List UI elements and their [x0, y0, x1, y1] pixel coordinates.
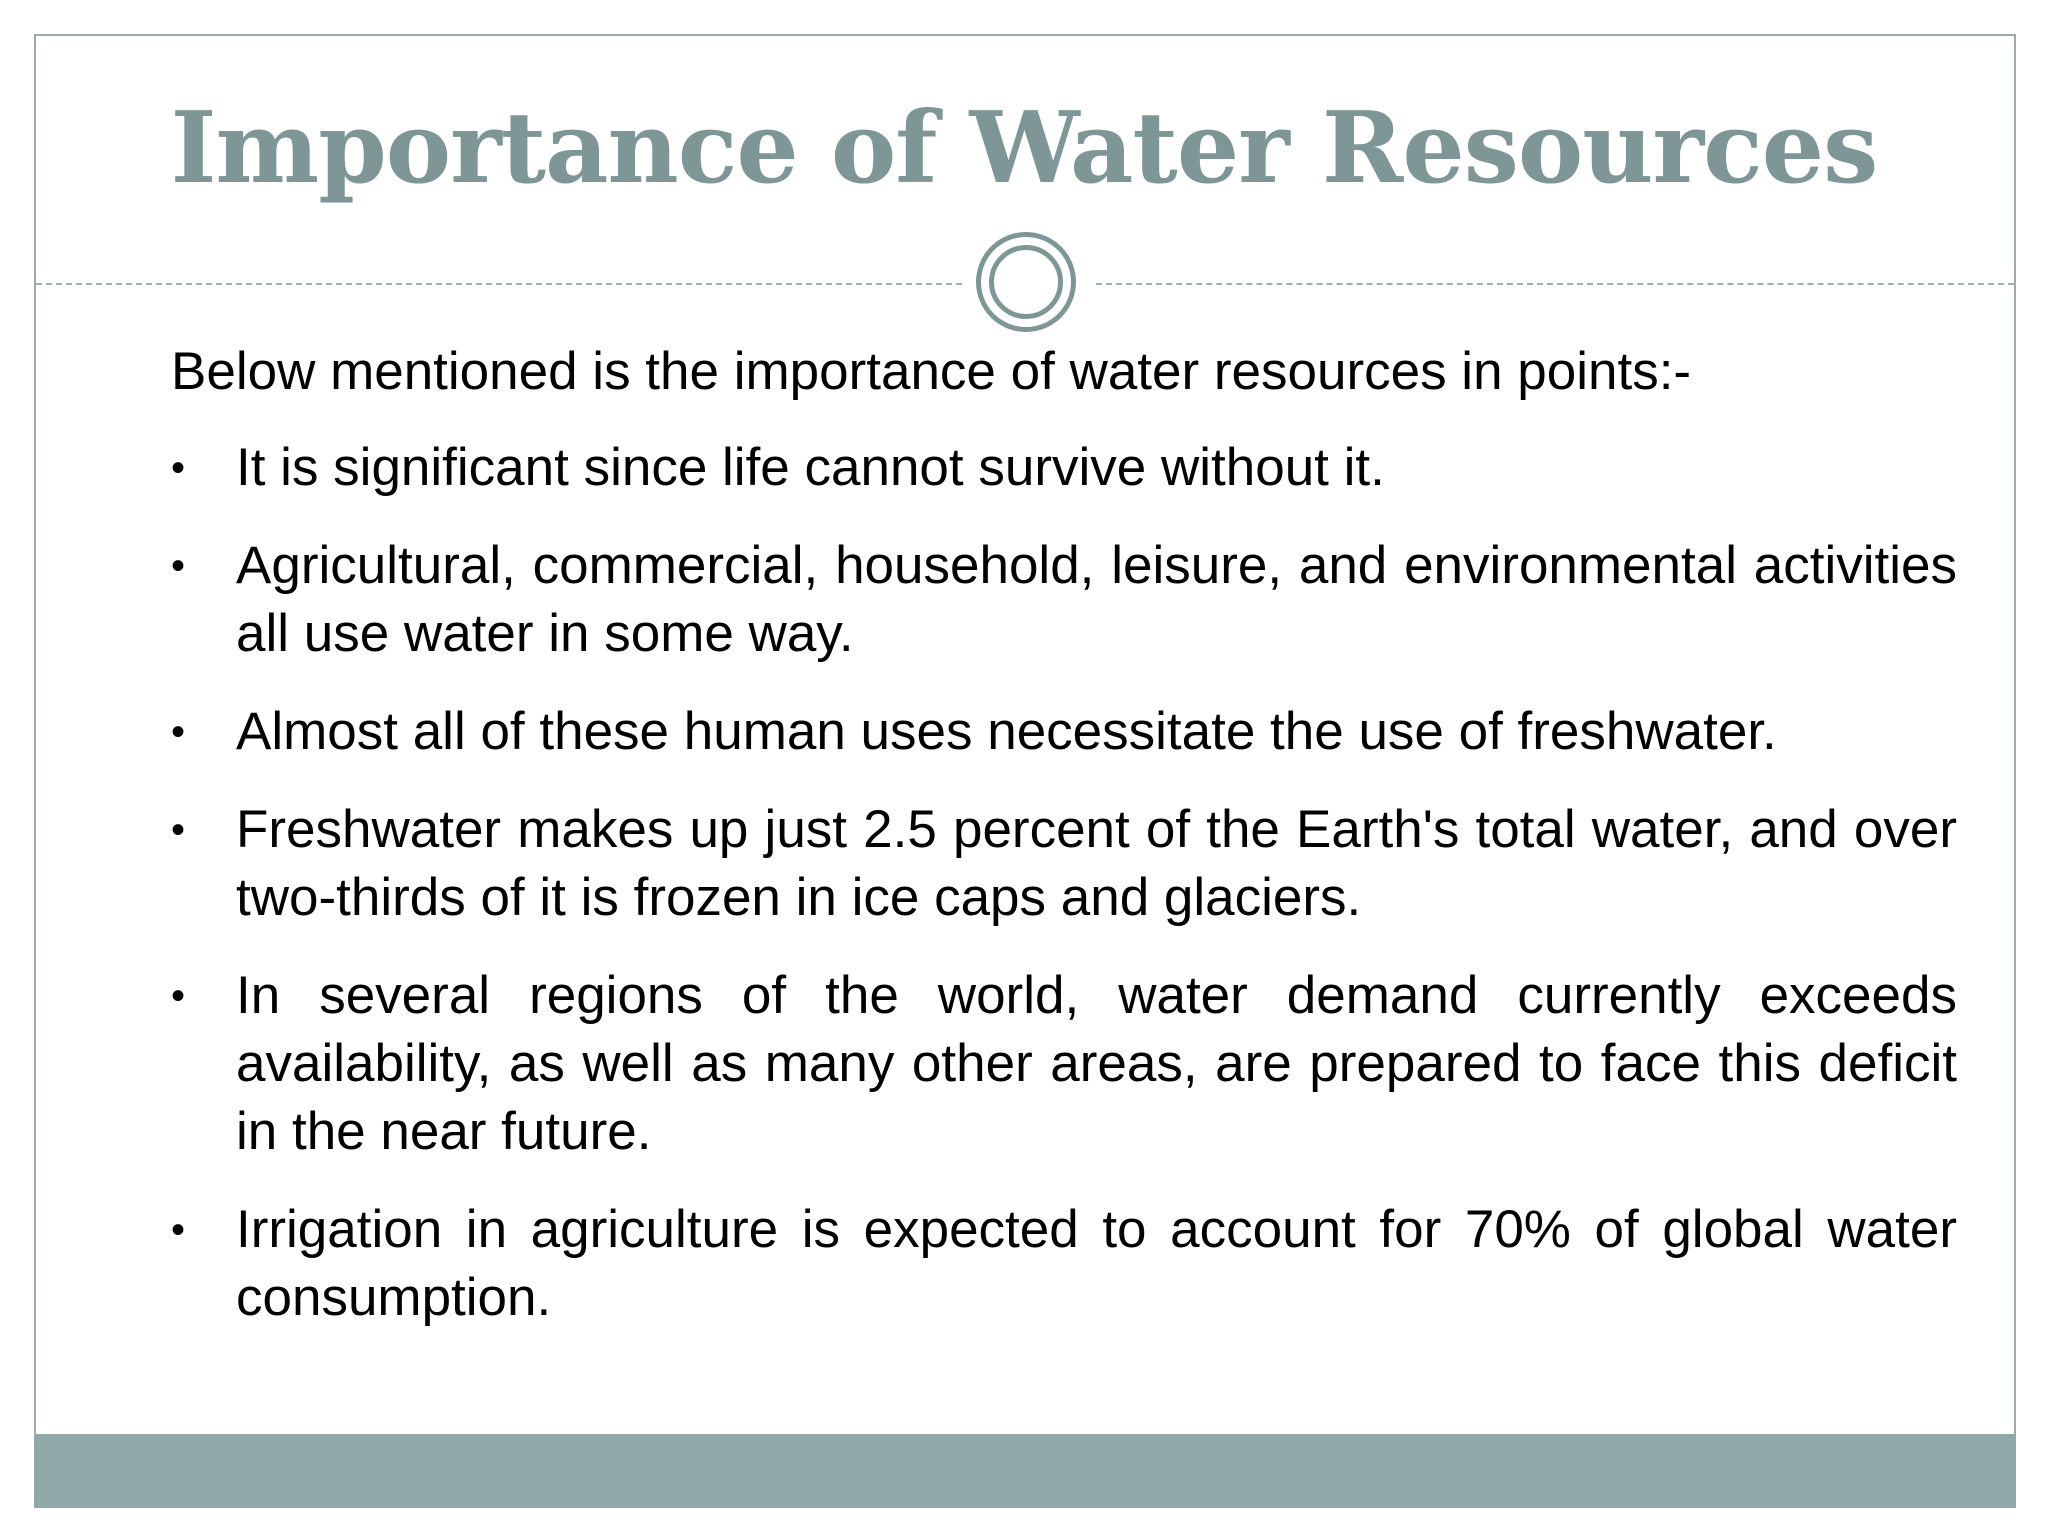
bullet-dot-icon: •	[171, 710, 186, 754]
bullet-dot-icon: •	[171, 808, 186, 852]
footer-bar	[34, 1434, 2016, 1508]
bullet-text: Agricultural, commercial, household, leisure, and environmental activities all use water in some way.	[236, 536, 1957, 663]
bullet-item	[171, 698, 1957, 766]
circle-ornament-inner	[989, 245, 1063, 319]
bullet-text: In several regions of the world, water demand currently exceeds availability, as well as many other areas, are prepared to face this deficit in the near future.	[236, 966, 1957, 1161]
bullet-dot-icon: •	[171, 544, 186, 588]
divider-line-left	[36, 283, 962, 285]
divider-line-right	[1096, 283, 2014, 285]
circle-ornament-icon	[976, 232, 1076, 332]
bullet-dot-icon: •	[171, 974, 186, 1018]
bullet-text: It is significant since life cannot survive without it.	[236, 438, 1385, 497]
bullet-dot-icon: •	[171, 1208, 186, 1252]
bullet-list	[171, 434, 1957, 1362]
slide-title: Importance of Water Resources	[170, 91, 1878, 206]
intro-text: Below mentioned is the importance of water resources in points:-	[171, 342, 1692, 401]
bullet-item	[171, 962, 1957, 1166]
bullet-item	[171, 1196, 1957, 1332]
bullet-text: Irrigation in agriculture is expected to account for 70% of global water consumption.	[236, 1200, 1957, 1327]
bullet-item	[171, 532, 1957, 668]
bullet-item	[171, 796, 1957, 932]
bullet-dot-icon: •	[171, 446, 186, 490]
bullet-text: Freshwater makes up just 2.5 percent of the Earth's total water, and over two-thirds of it is frozen in ice caps and glaciers.	[236, 800, 1957, 927]
bullet-item	[171, 434, 1957, 502]
bullet-text: Almost all of these human uses necessitate the use of freshwater.	[236, 702, 1777, 761]
